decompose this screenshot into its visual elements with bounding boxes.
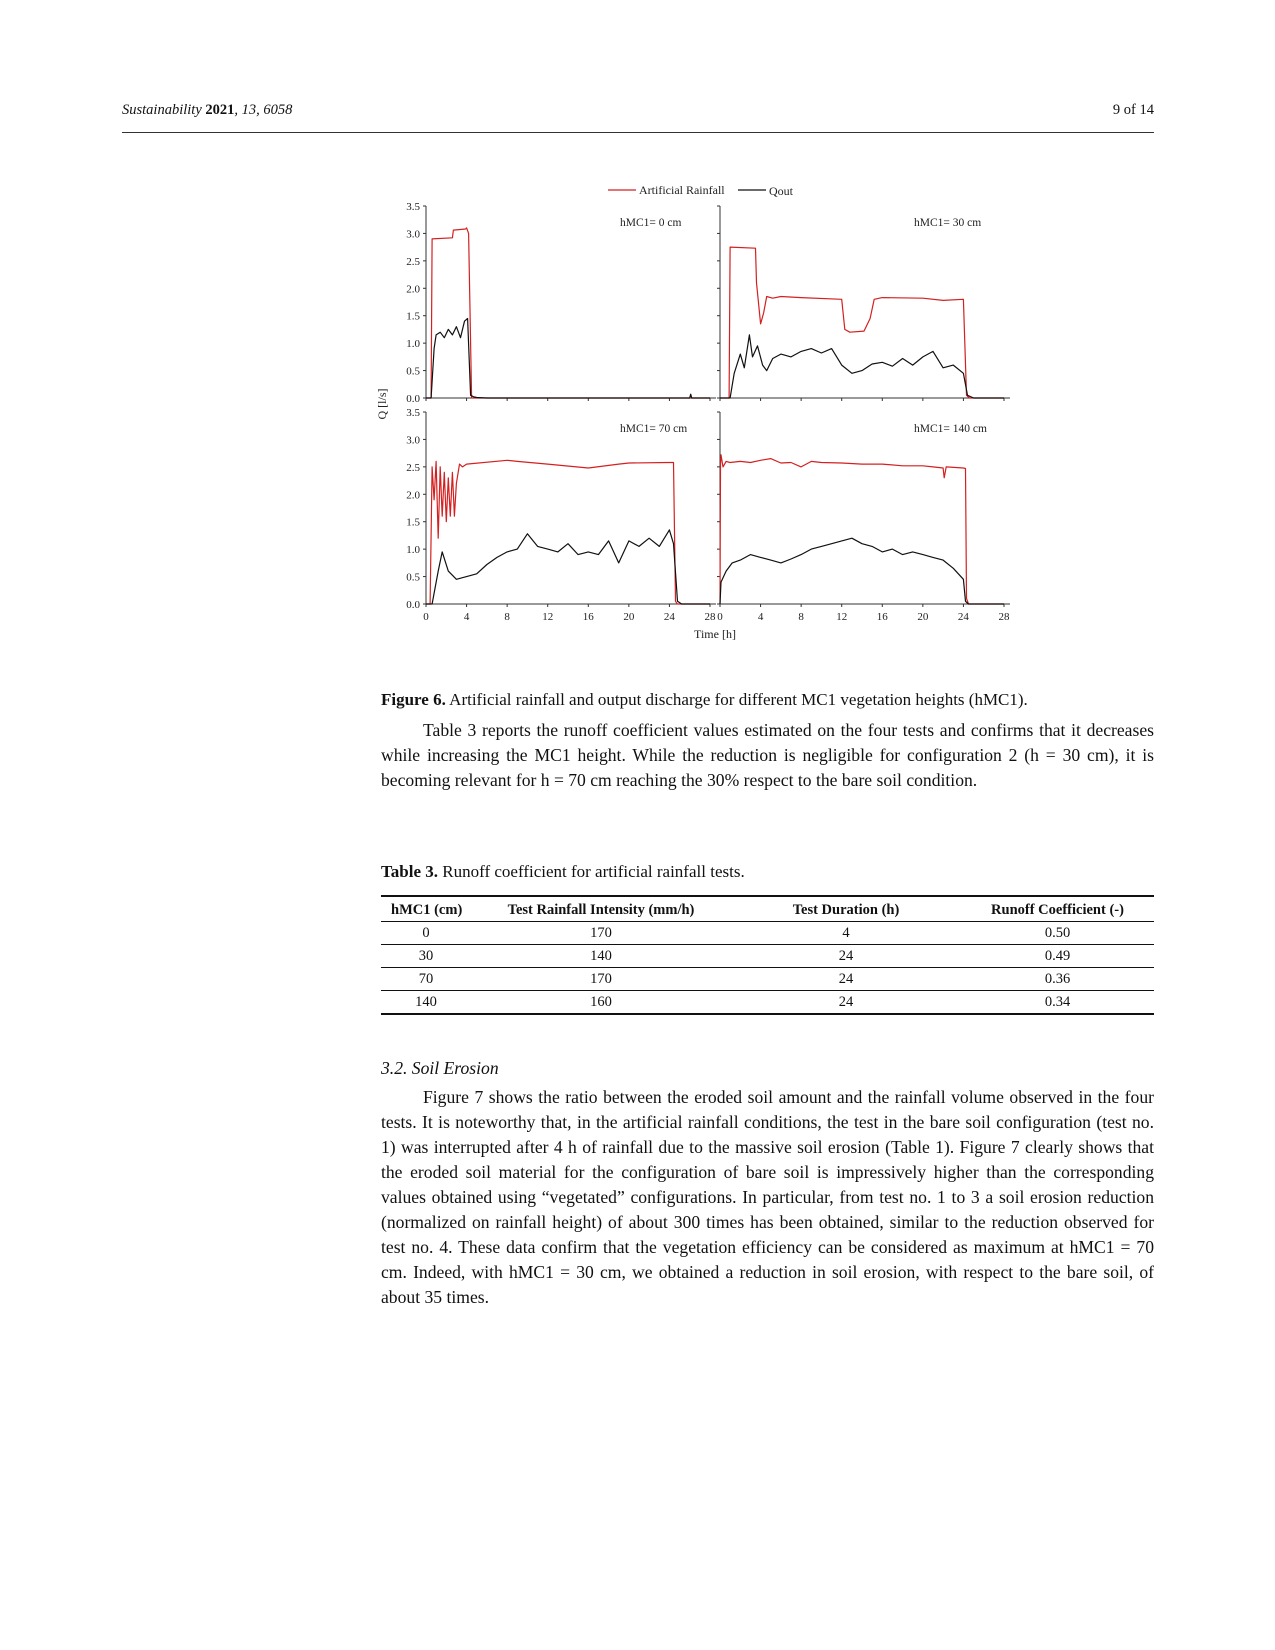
y-tick-label: 1.0 bbox=[406, 338, 420, 351]
x-tick-label: 0 bbox=[717, 611, 723, 623]
runoff-table bbox=[381, 895, 1154, 1015]
cell-duration: 4 bbox=[731, 922, 961, 945]
figure-caption bbox=[381, 690, 1151, 710]
section-heading: 3.2. Soil Erosion bbox=[381, 1058, 499, 1078]
panel-2-label: hMC1= 30 cm bbox=[914, 217, 982, 229]
journal-citation bbox=[122, 102, 292, 119]
header-rainfall-intensity: Test Rainfall Intensity (mm/h) bbox=[507, 902, 695, 918]
x-tick-label: 0 bbox=[423, 611, 429, 623]
y-tick-label: 1.5 bbox=[406, 516, 420, 529]
y-tick-label: 0.0 bbox=[406, 599, 420, 611]
x-tick-label: 16 bbox=[876, 611, 888, 623]
table-row bbox=[381, 968, 1154, 991]
panel-4-label: hMC1= 140 cm bbox=[914, 423, 987, 435]
y-tick-label: 0.0 bbox=[406, 393, 420, 405]
x-tick-label: 12 bbox=[542, 611, 554, 623]
panel-1-label: hMC1= 0 cm bbox=[620, 217, 682, 229]
y-tick-label: 3.5 bbox=[406, 201, 420, 213]
x-tick-label: 20 bbox=[917, 611, 929, 623]
y-tick-label: 1.0 bbox=[406, 544, 420, 557]
y-tick-label: 2.0 bbox=[406, 283, 420, 296]
legend-rainfall-label: Artificial Rainfall bbox=[639, 186, 725, 197]
header-hmc1: hMC1 (cm) bbox=[391, 902, 463, 918]
figure-6-chart bbox=[370, 186, 1070, 680]
x-tick-label: 12 bbox=[836, 611, 848, 623]
cell-hmc1: 140 bbox=[381, 991, 471, 1015]
x-axis-label: Time [h] bbox=[694, 627, 736, 641]
journal-volume: , 13, 6058 bbox=[234, 102, 293, 118]
page-header bbox=[122, 100, 1154, 133]
cell-coefficient: 0.36 bbox=[961, 968, 1154, 991]
panel-4-series-rainfall bbox=[720, 455, 1004, 604]
table-caption-text: Runoff coefficient for artificial rainfall tests. bbox=[438, 862, 745, 881]
x-tick-label: 20 bbox=[623, 611, 635, 623]
x-tick-label: 24 bbox=[663, 611, 675, 623]
y-axis-label: Q [l/s] bbox=[375, 388, 389, 420]
y-tick-label: 0.5 bbox=[406, 571, 420, 584]
panel-2-series-rainfall bbox=[720, 247, 1004, 398]
y-tick-label: 3.0 bbox=[406, 228, 420, 241]
journal-year: 2021 bbox=[205, 102, 235, 118]
x-tick-label: 28 bbox=[704, 611, 716, 623]
x-tick-label: 4 bbox=[757, 611, 764, 623]
cell-coefficient: 0.49 bbox=[961, 945, 1154, 968]
table-row bbox=[381, 922, 1154, 945]
x-tick-label: 8 bbox=[798, 611, 804, 623]
panel-1-series-qout bbox=[426, 319, 710, 399]
cell-hmc1: 0 bbox=[381, 922, 471, 945]
panel-2-series-qout bbox=[720, 335, 1004, 398]
x-tick-label: 4 bbox=[463, 611, 470, 623]
y-tick-label: 2.5 bbox=[406, 461, 420, 474]
y-tick-label: 3.0 bbox=[406, 434, 420, 447]
cell-hmc1: 30 bbox=[381, 945, 471, 968]
figure-caption-text: Artificial rainfall and output discharge for different MC1 vegetation heights (hMC1). bbox=[445, 690, 1028, 709]
panel-3-series-qout bbox=[426, 530, 710, 604]
table-caption-label: Table 3. bbox=[381, 862, 439, 881]
cell-intensity: 140 bbox=[471, 945, 731, 968]
panel-4-series-qout bbox=[720, 538, 1004, 604]
journal-name: Sustainability bbox=[122, 102, 202, 118]
cell-coefficient: 0.50 bbox=[961, 922, 1154, 945]
cell-duration: 24 bbox=[731, 945, 961, 968]
x-tick-label: 28 bbox=[998, 611, 1010, 623]
table-row bbox=[381, 945, 1154, 968]
x-tick-label: 16 bbox=[582, 611, 594, 623]
cell-intensity: 170 bbox=[471, 968, 731, 991]
figure-caption-label: Figure 6. bbox=[381, 690, 446, 709]
paragraph-soil-erosion: Figure 7 shows the ratio between the eroded soil amount and the rainfall volume observed in the four tests. It is noteworthy that, in the artificial rainfall conditions, the test in the bare soil configuration (test no. 1) was interrupted after 4 h of rainfall due to the massive soil erosion (Table 1). Figure 7 clearly shows that the eroded soil material for the configuration of bare soil is impressively higher than the corresponding values obtained using “vegetated” configurations. In particular, from test no. 1 to 3 a soil erosion reduction (normalized on rainfall height) of about 300 times has been obtained, similar to the reduction observed for test no. 4. These data confirm that the vegetation efficiency can be considered as maximum at hMC1 = 70 cm. Indeed, with hMC1 = 30 cm, we obtained a reduction in soil erosion, with respect to the bare soil, of about 35 times. bbox=[381, 1087, 1154, 1307]
page-number: 9 of 14 bbox=[1112, 102, 1154, 118]
header-duration: Test Duration (h) bbox=[792, 902, 900, 918]
y-tick-label: 0.5 bbox=[406, 365, 420, 378]
y-tick-label: 2.0 bbox=[406, 489, 420, 502]
y-tick-label: 1.5 bbox=[406, 310, 420, 323]
table-header-row bbox=[381, 896, 1154, 922]
panel-1-series-rainfall bbox=[426, 228, 710, 398]
x-tick-label: 24 bbox=[957, 611, 969, 623]
paragraph-runoff: Table 3 reports the runoff coefficient values estimated on the four tests and confirms that it decreases while increasing the MC1 height. While the reduction is negligible for configuration 2 (h = 30 cm), it is becoming relevant for h = 70 cm reaching the 30% respect to the bare soil condition. bbox=[381, 720, 1154, 790]
cell-duration: 24 bbox=[731, 991, 961, 1015]
cell-intensity: 170 bbox=[471, 922, 731, 945]
cell-hmc1: 70 bbox=[381, 968, 471, 991]
y-tick-label: 2.5 bbox=[406, 255, 420, 268]
table-row bbox=[381, 991, 1154, 1015]
cell-duration: 24 bbox=[731, 968, 961, 991]
cell-intensity: 160 bbox=[471, 991, 731, 1015]
y-tick-label: 3.5 bbox=[406, 407, 420, 419]
legend-qout-label: Qout bbox=[769, 186, 793, 198]
header-runoff-coefficient: Runoff Coefficient (-) bbox=[991, 902, 1124, 918]
panel-3-label: hMC1= 70 cm bbox=[620, 423, 688, 435]
cell-coefficient: 0.34 bbox=[961, 991, 1154, 1015]
x-tick-label: 8 bbox=[504, 611, 510, 623]
table-caption bbox=[381, 862, 745, 882]
